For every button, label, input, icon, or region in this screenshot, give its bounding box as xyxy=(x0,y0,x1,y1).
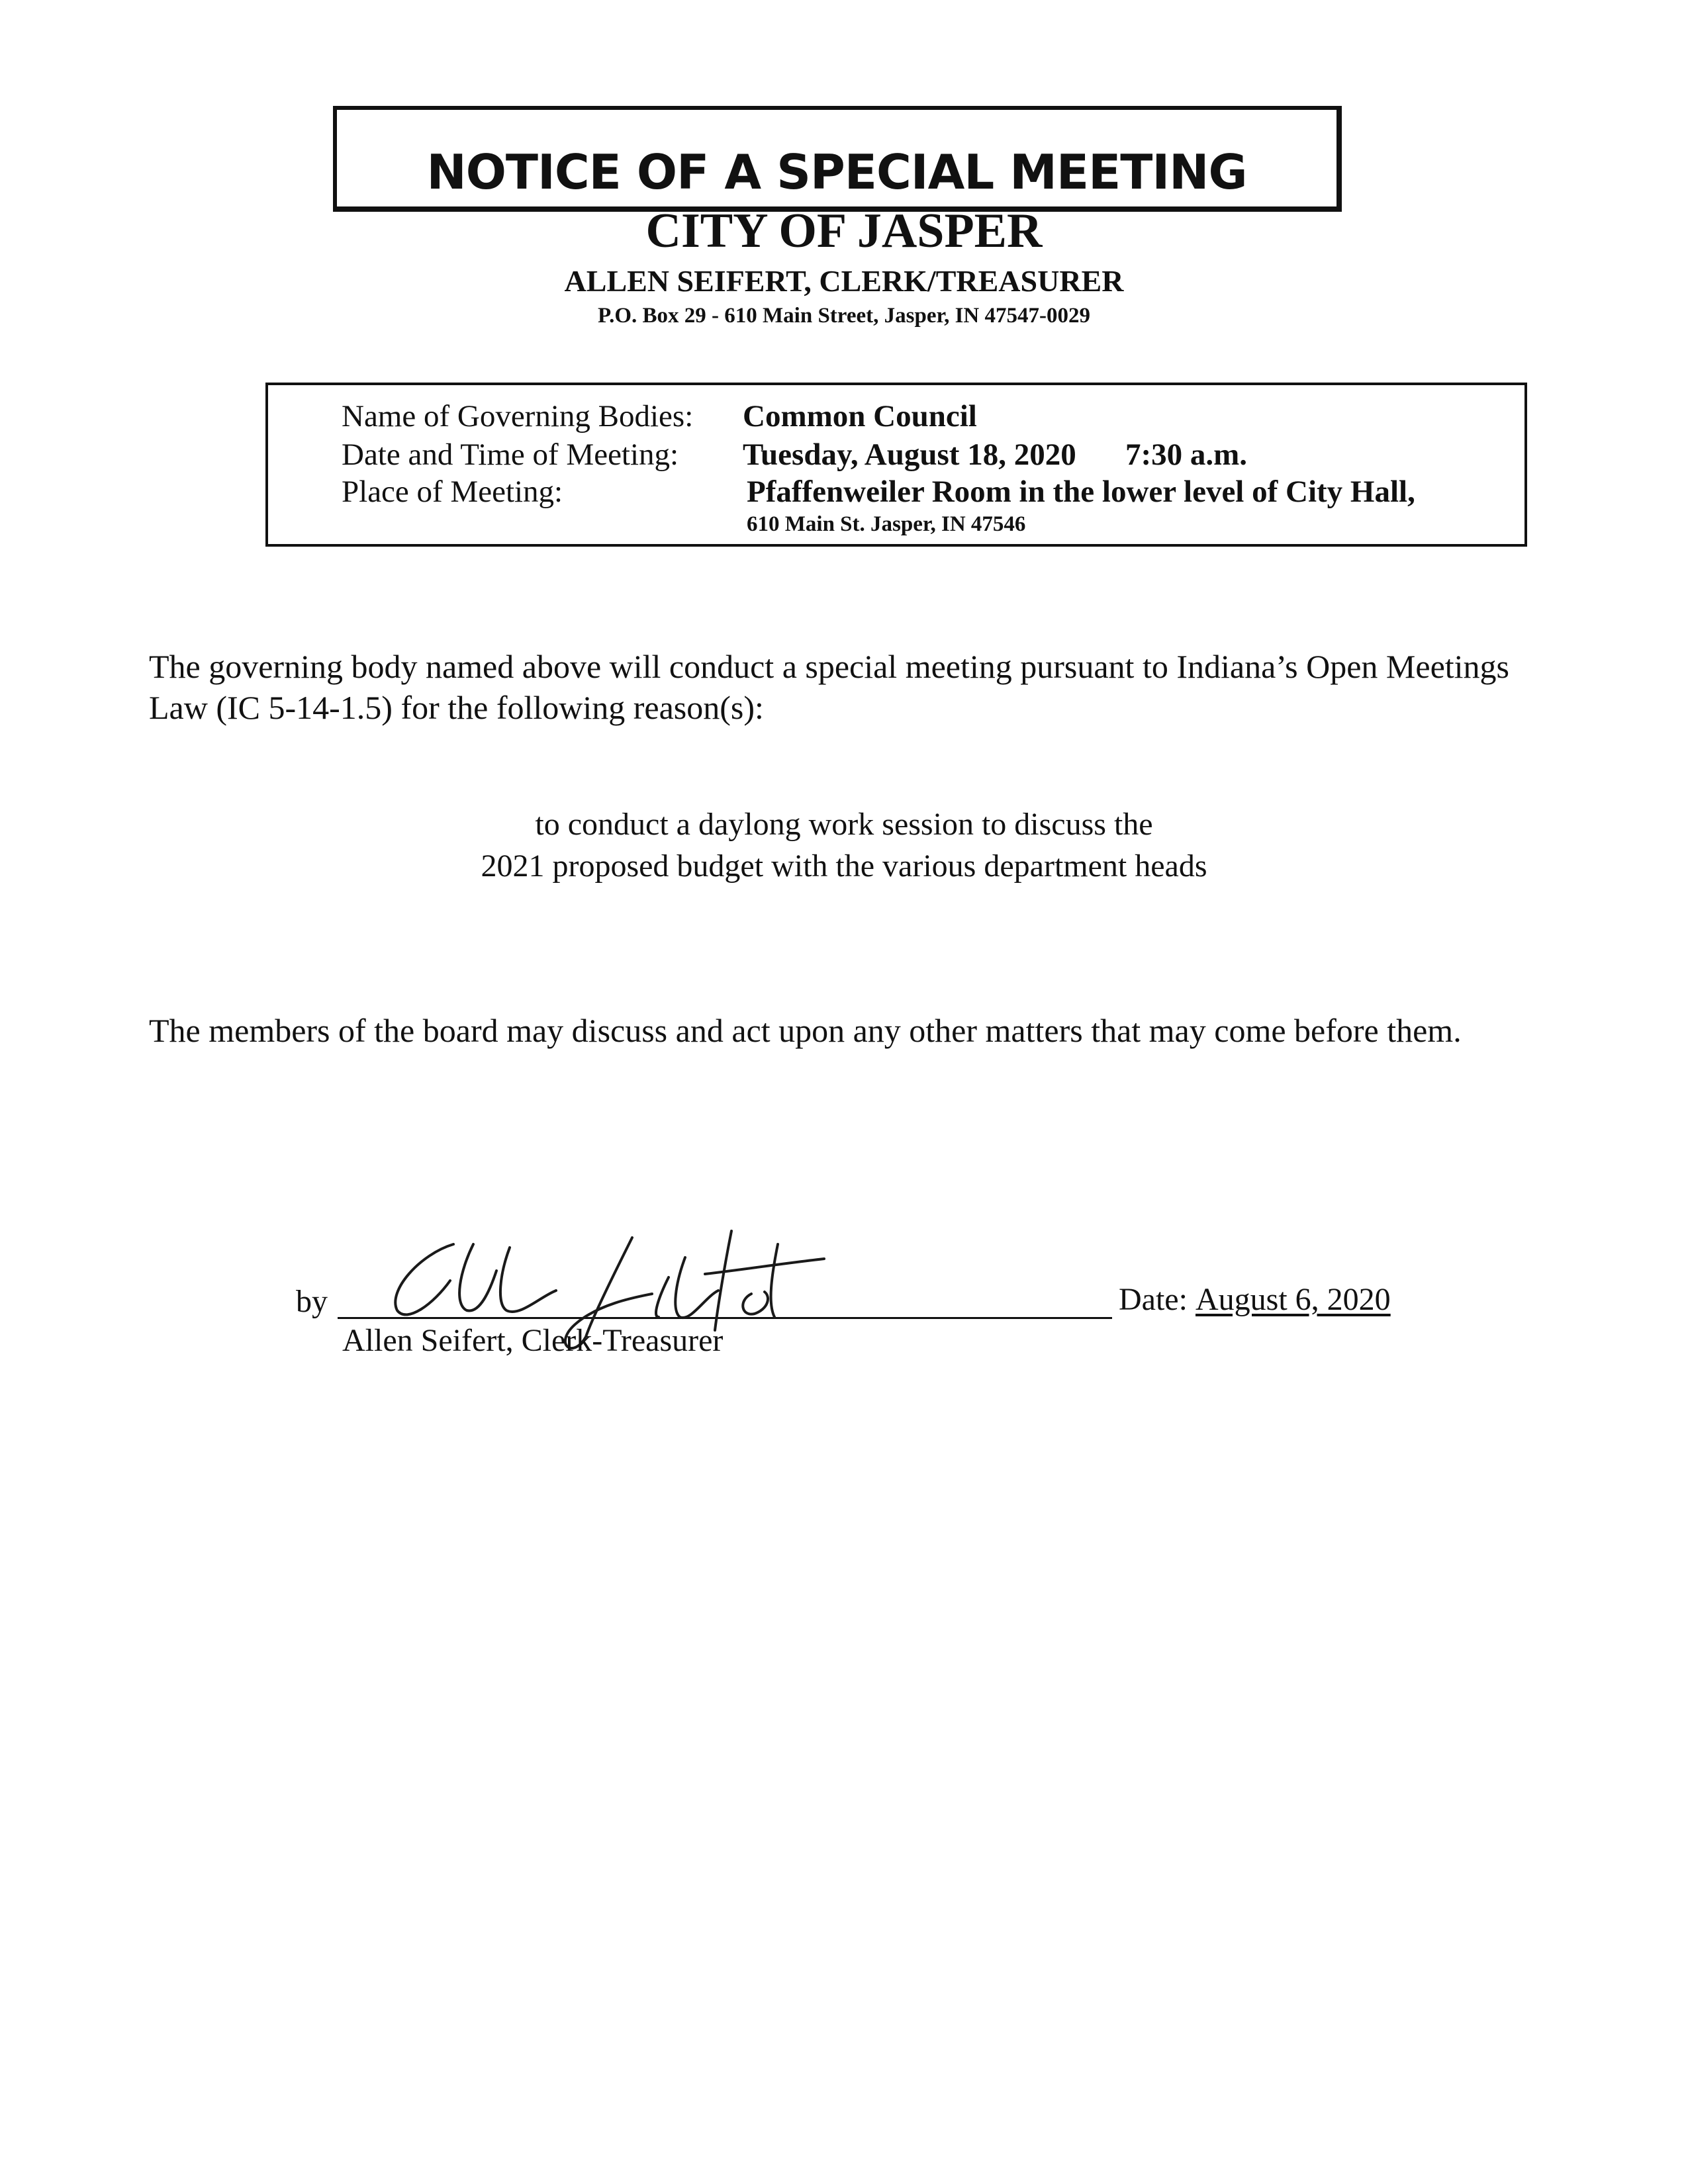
city-name: CITY OF JASPER xyxy=(645,204,1043,258)
meeting-date-value: Tuesday, August 18, 2020 xyxy=(743,437,1076,472)
signature-by-label: by xyxy=(296,1284,328,1319)
meeting-datetime-label: Date and Time of Meeting: xyxy=(342,437,679,472)
meeting-time-value: 7:30 a.m. xyxy=(1125,437,1248,472)
intro-paragraph: The governing body named above will conduct a special meeting pursuant to Indiana’s Open Meetings Law (IC 5-14-1.5) for the following reason(s): xyxy=(149,648,1510,726)
reason-line-2: 2021 proposed budget with the various department heads xyxy=(481,848,1207,884)
reason-line-1: to conduct a daylong work session to discuss the xyxy=(535,807,1153,842)
clerk-address: P.O. Box 29 - 610 Main Street, Jasper, IN 47547-0029 xyxy=(597,304,1090,328)
governing-bodies-value: Common Council xyxy=(743,399,977,433)
notice-title-box xyxy=(333,106,1342,212)
closing-paragraph: The members of the board may discuss and act upon any other matters that may come before them. xyxy=(149,1012,1462,1049)
clerk-name: ALLEN SEIFERT, CLERK/TREASURER xyxy=(564,264,1124,298)
signer-name: Allen Seifert, Clerk-Treasurer xyxy=(342,1323,724,1358)
governing-bodies-label: Name of Governing Bodies: xyxy=(342,399,694,433)
meeting-place-label: Place of Meeting: xyxy=(342,475,563,509)
meeting-place-address: 610 Main St. Jasper, IN 47546 xyxy=(747,512,1026,536)
date-label: Date: xyxy=(1119,1282,1188,1317)
meeting-place-value: Pfaffenweiler Room in the lower level of City Hall, xyxy=(747,475,1415,509)
notice-title: NOTICE OF A SPECIAL MEETING xyxy=(426,144,1247,200)
date-value: August 6, 2020 xyxy=(1196,1282,1391,1317)
